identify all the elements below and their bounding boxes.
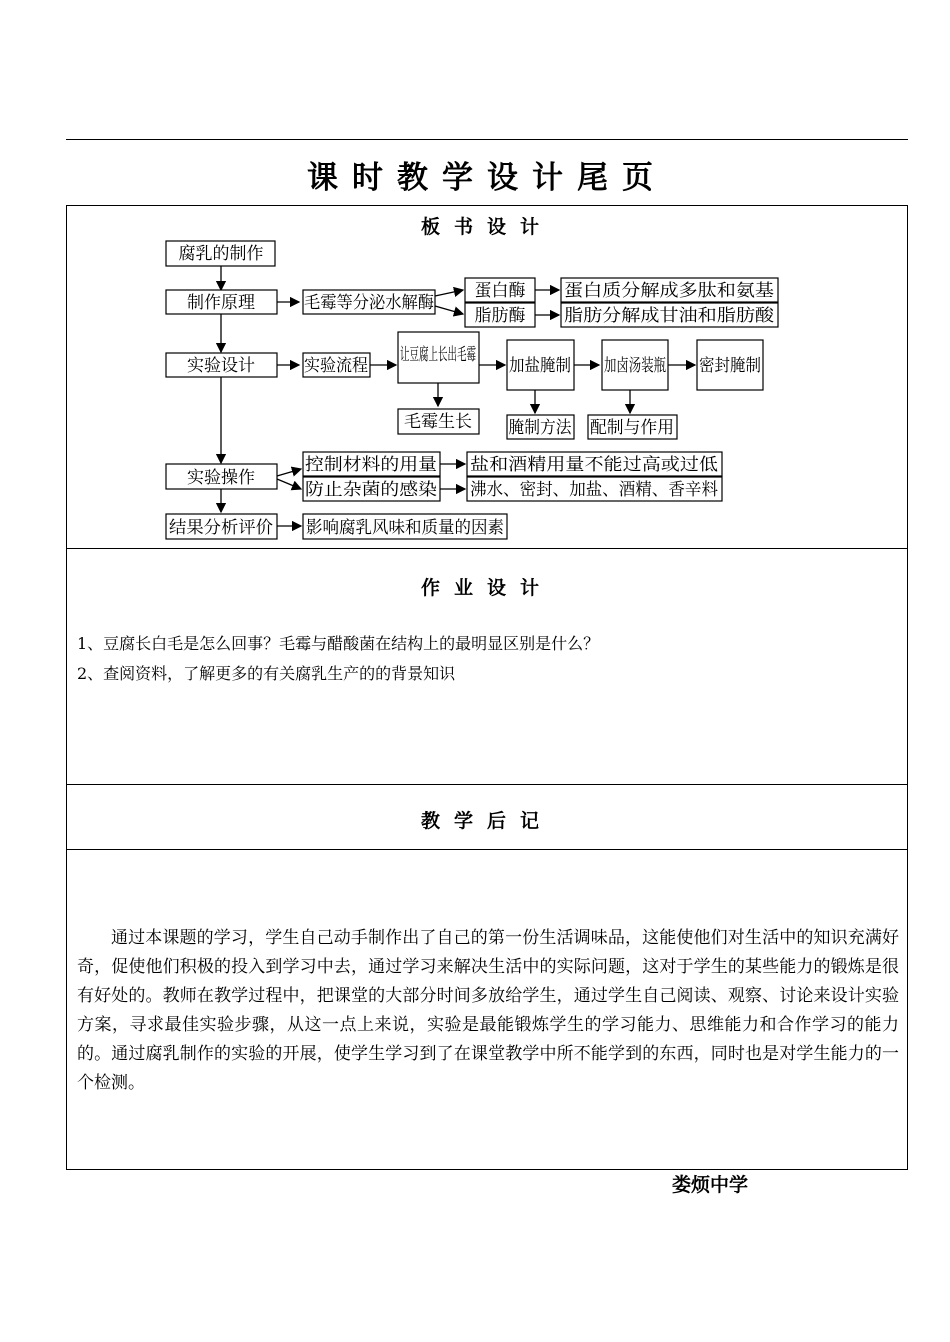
node-step2: 加盐腌制 [509, 356, 571, 376]
node-protease: 蛋白酶 [474, 281, 526, 301]
node-flow: 实验流程 [304, 356, 368, 376]
node-eval-item: 影响腐乳风味和质量的因素 [306, 518, 504, 538]
node-op-detail1: 盐和酒精用量不能过高或过低 [470, 455, 718, 475]
reflection-text: 通过本课题的学习，学生自己动手制作出了自己的第一份生活调味品，这能使他们对生活中的知识充满好奇，促使他们积极的投入到学习中去，通过学习来解决生活中的实际问题，这对于学生的某些能力的锻炼是很有好处的。教师在教学过程中，把课堂的大部分时间多放给学生，通过学生自己阅读、观察、讨论来设计实验方案，寻求最佳实验步骤，从这一点上来说，实验是最能锻炼学生的学习能力、思维能力和合作学习的能力的。通过腐乳制作的实验的开展，使学生学习到了在课堂教学中所不能学到的东西，同时也是对学生能力的一个检测。 [77, 928, 899, 1093]
board-diagram [67, 206, 907, 546]
homework-item-1: 1、豆腐长白毛是怎么回事？毛霉与醋酸菌在结构上的最明显区别是什么？ [77, 634, 600, 653]
node-principle: 制作原理 [187, 293, 255, 313]
node-evaluation: 结果分析评价 [169, 518, 273, 538]
board-design-heading: 板书设计 [420, 216, 553, 238]
reflection-body [77, 924, 899, 1098]
divider-board-homework [67, 548, 907, 549]
node-operation: 实验操作 [187, 468, 255, 488]
node-secretion-line1: 毛霉等分泌水解酶 [304, 293, 434, 313]
school-signature: 娄烦中学 [672, 1174, 749, 1196]
node-secretion [304, 293, 434, 313]
lesson-table [66, 205, 908, 1170]
node-design: 实验设计 [187, 356, 255, 376]
divider-homework-reflection [67, 784, 907, 785]
node-lipase: 脂肪酶 [474, 306, 526, 326]
node-op-item2: 防止杂菌的感染 [305, 480, 437, 500]
node-sub1: 毛霉生长 [404, 412, 472, 432]
node-step1: 让豆腐上长出毛霉 [400, 345, 476, 365]
node-root: 腐乳的制作 [178, 244, 264, 264]
node-step3: 加卤汤装瓶 [604, 356, 666, 376]
node-fat-result: 脂肪分解成甘油和脂肪酸 [564, 306, 776, 326]
homework-item-2: 2、查阅资料，了解更多的有关腐乳生产的的背景知识 [77, 664, 456, 683]
node-sub2: 腌制方法 [508, 418, 573, 438]
node-op-detail2: 沸水、密封、加盐、酒精、香辛料 [470, 480, 718, 500]
node-sub3: 配制与作用 [590, 418, 674, 438]
node-op-item1: 控制材料的用量 [305, 455, 437, 475]
homework-heading: 作业设计 [420, 577, 553, 599]
node-step4: 密封腌制 [699, 356, 761, 376]
header-rule [66, 139, 908, 140]
divider-reflection-body [67, 849, 907, 850]
reflection-heading: 教学后记 [420, 810, 553, 832]
page-title: 课时教学设计尾页 [307, 160, 667, 196]
node-protein-result: 蛋白质分解成多肽和氨基 [564, 281, 774, 301]
